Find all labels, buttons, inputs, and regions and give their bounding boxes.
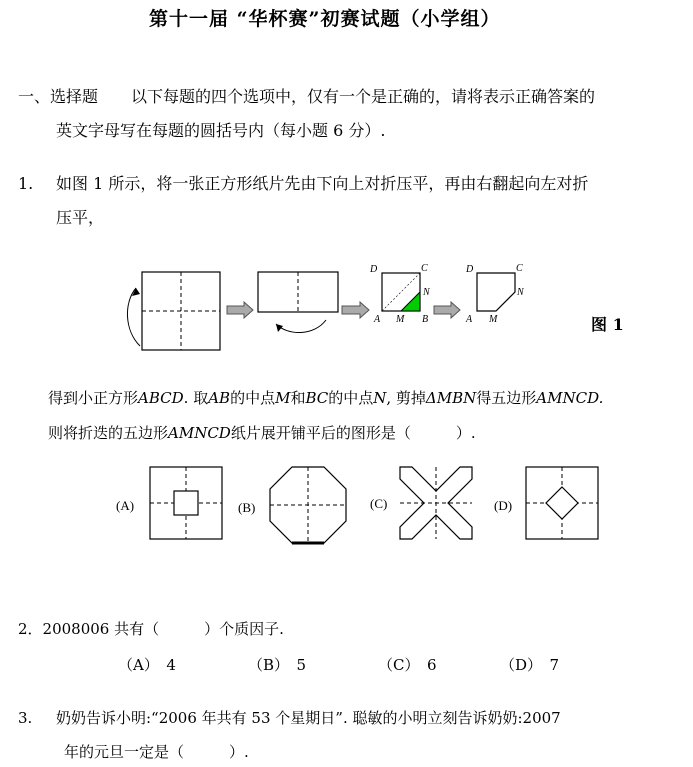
q1-line1: 如图 1 所示，将一张正方形纸片先由下向上对折压平，再由右翻起向左对折	[56, 174, 589, 193]
option-b-label: (B)	[238, 500, 256, 515]
label-n: N	[423, 287, 430, 298]
option-a-figure	[150, 467, 222, 539]
label-a: A	[374, 314, 381, 325]
q1-line2: 压平，	[56, 208, 105, 227]
option-d-figure	[526, 467, 598, 539]
option-b-figure	[270, 467, 346, 543]
right-arrow-icon	[434, 302, 460, 318]
q1-option-figures	[112, 462, 632, 552]
label-m: M	[489, 314, 498, 325]
fold-step-pentagon	[477, 273, 515, 311]
label-c: C	[421, 263, 428, 274]
figure-1-folding	[120, 260, 680, 360]
label-b: B	[422, 314, 429, 325]
figure-1-caption: 图 1	[591, 315, 624, 334]
q1-line3: 得到小正方形ABCD. 取AB的中点M和BC的中点N, 剪掉ΔMBN得五边形AMNCD.	[48, 389, 604, 407]
fold-step-small-square	[382, 273, 420, 311]
q2-text: 2．2008006 共有（ ）个质因子.	[18, 620, 284, 638]
q2-option-d: （D） 7	[500, 656, 560, 674]
option-d-label: (D)	[494, 498, 513, 513]
q3-line1: 奶奶告诉小明:“2006 年共有 53 个星期日”. 聪敏的小明立刻告诉奶奶:2007	[56, 709, 561, 727]
label-a: A	[466, 314, 473, 325]
q2-option-c: （C） 6	[378, 656, 437, 674]
section-heading: 一、选择题	[18, 87, 99, 106]
page-title: 第十一届 “华杯赛”初赛试题（小学组）	[149, 8, 501, 30]
section-instruction-line2: 英文字母写在每题的圆括号内（每小题 6 分）.	[56, 121, 386, 140]
q2-option-a: （A） 4	[118, 656, 176, 674]
option-c-figure	[400, 467, 472, 539]
right-arrow-icon	[342, 302, 369, 318]
q1-line4: 则将折迭的五边形AMNCD纸片展开铺平后的图形是（ ）.	[48, 424, 476, 442]
section-instruction-line1: 以下每题的四个选项中，仅有一个是正确的，请将表示正确答案的	[131, 87, 596, 106]
fold-step-rectangle	[258, 272, 338, 333]
option-c-label: (C)	[370, 496, 388, 511]
label-d: D	[370, 264, 378, 275]
q3-number: 3.	[18, 709, 33, 727]
q2-option-b: （B） 5	[248, 656, 307, 674]
label-c: C	[516, 263, 523, 274]
right-arrow-icon	[227, 302, 253, 318]
label-d: D	[466, 264, 474, 275]
label-n: N	[517, 287, 524, 298]
q3-line2: 年的元旦一定是（ ）.	[64, 743, 249, 761]
fold-step-square	[127, 272, 220, 350]
option-a-label: (A)	[116, 498, 135, 513]
q1-number: 1.	[18, 174, 34, 193]
label-m: M	[396, 314, 405, 325]
